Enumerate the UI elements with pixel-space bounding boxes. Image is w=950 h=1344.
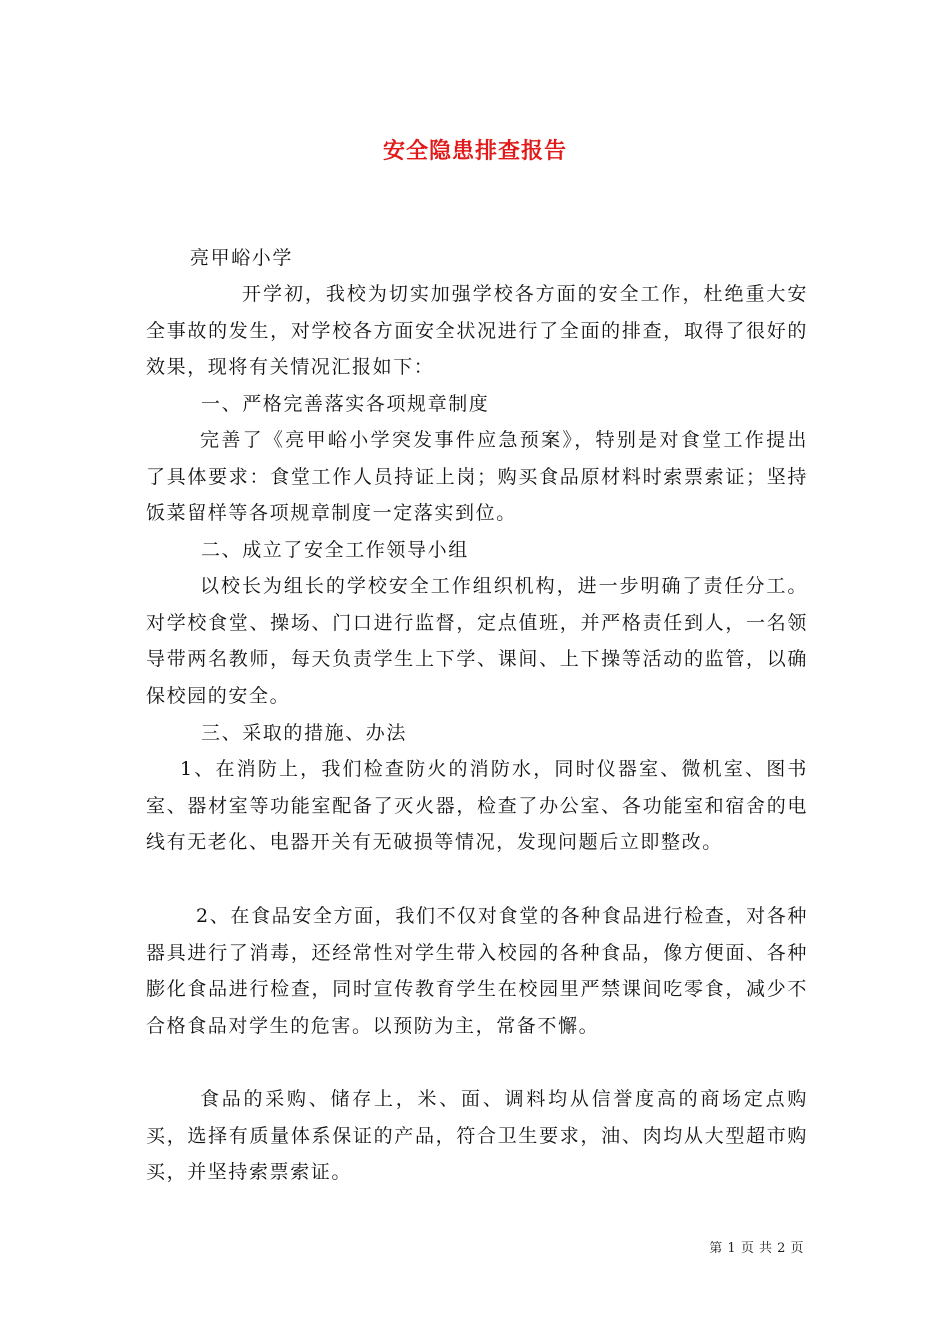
food-safety-paragraph: 2、在食品安全方面，我们不仅对食堂的各种食品进行检查，对各种器具进行了消毒，还经常性对学生带入校园的各种食品，像方便面、各种膨化食品进行检查，同时宣传教育学生在校园里严禁课间吃零食，减少不合格食品对学生的危害。以预防为主，常备不懈。 bbox=[146, 905, 808, 1038]
section-heading-1: 一、严格完善落实各项规章制度 bbox=[201, 393, 490, 415]
section-2-paragraph: 以校长为组长的学校安全工作组织机构，进一步明确了责任分工。对学校食堂、操场、门口进行监督，定点值班，并严格责任到人，一名领导带两名教师，每天负责学生上下学、课间、上下操等活动的监管，以确保校园的安全。 bbox=[146, 575, 808, 708]
fire-safety-paragraph: 1、在消防上，我们检查防火的消防水，同时仪器室、微机室、图书室、器材室等功能室配备了灭火器，检查了办公室、各功能室和宿舍的电线有无老化、电器开关有无破损等情况，发现问题后立即整改。 bbox=[146, 758, 808, 854]
school-name: 亮甲峪小学 bbox=[190, 247, 294, 269]
document-title: 安全隐患排查报告 bbox=[382, 138, 567, 164]
section-heading-3: 三、采取的措施、办法 bbox=[201, 722, 408, 744]
intro-paragraph: 开学初，我校为切实加强学校各方面的安全工作，杜绝重大安全事故的发生，对学校各方面安全状况进行了全面的排查，取得了很好的效果，现将有关情况汇报如下： bbox=[146, 283, 808, 379]
page-indicator: 第 1 页 共 2 页 bbox=[709, 1241, 804, 1256]
food-procurement-paragraph: 食品的采购、储存上，米、面、调料均从信誉度高的商场定点购买，选择有质量体系保证的产品，符合卫生要求，油、肉均从大型超市购买，并坚持索票索证。 bbox=[146, 1088, 808, 1184]
section-heading-2: 二、成立了安全工作领导小组 bbox=[201, 539, 469, 561]
section-1-paragraph: 完善了《亮甲峪小学突发事件应急预案》，特别是对食堂工作提出了具体要求：食堂工作人员持证上岗；购买食品原材料时索票索证；坚持饭菜留样等各项规章制度一定落实到位。 bbox=[146, 429, 808, 525]
